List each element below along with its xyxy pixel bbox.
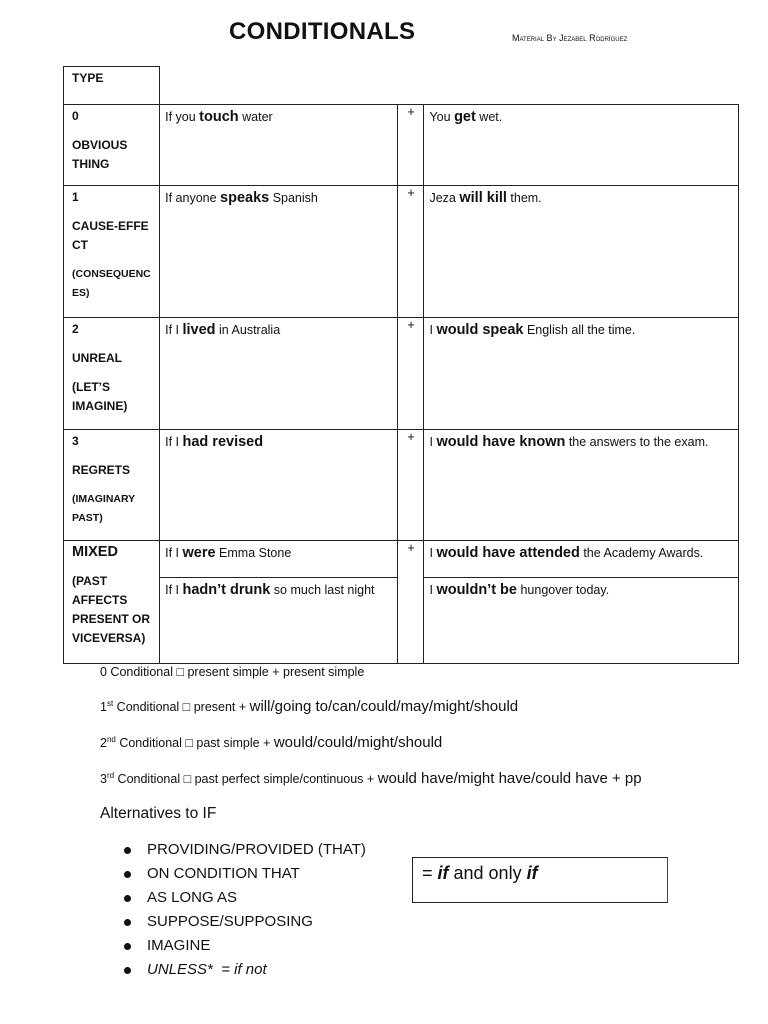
type-number: 0 bbox=[72, 109, 79, 123]
table-row bbox=[64, 430, 739, 541]
if-and-only-if-text: = if and only if bbox=[422, 863, 538, 883]
plus-sign: + bbox=[398, 318, 424, 430]
plus-sign: + bbox=[398, 541, 424, 664]
type-label: CAUSE-EFFECT bbox=[72, 219, 149, 252]
if-clause-cell: If I had revised bbox=[160, 430, 398, 541]
type-cell bbox=[64, 541, 160, 664]
result-clause-cell: I wouldn’t be hungover today. bbox=[424, 578, 739, 664]
type-sublabel: (LET’S IMAGINE) bbox=[72, 380, 128, 413]
table-row bbox=[64, 105, 739, 186]
bullet-icon bbox=[124, 847, 131, 854]
author-credit: Material By Jezabel Rodríguez bbox=[512, 33, 628, 43]
list-item: PROVIDING/PROVIDED (THAT) bbox=[124, 840, 366, 864]
list-item: SUPPOSE/SUPPOSING bbox=[124, 912, 366, 936]
type-label: OBVIOUS THING bbox=[72, 138, 128, 171]
result-clause-cell: Jeza will kill them. bbox=[424, 186, 739, 318]
table-row bbox=[64, 186, 739, 318]
list-item: UNLESS* = if not bbox=[124, 960, 366, 984]
type-label: UNREAL bbox=[72, 351, 122, 365]
result-clause-cell: I would have known the answers to the exam. bbox=[424, 430, 739, 541]
result-clause-cell: I would have attended the Academy Awards. bbox=[424, 541, 739, 578]
note-line: 0 Conditional □ present simple + present simple bbox=[100, 665, 365, 679]
bullet-icon bbox=[124, 943, 131, 950]
type-cell bbox=[64, 430, 160, 541]
bullet-icon bbox=[124, 967, 131, 974]
type-number: 1 bbox=[72, 190, 79, 204]
type-header-cell: TYPE bbox=[64, 67, 160, 105]
type-sublabel: (IMAGINARY PAST) bbox=[72, 493, 135, 524]
type-cell bbox=[64, 186, 160, 318]
table-row bbox=[64, 541, 739, 578]
if-clause-cell: If you touch water bbox=[160, 105, 398, 186]
plus-sign: + bbox=[398, 430, 424, 541]
result-clause-cell: I would speak English all the time. bbox=[424, 318, 739, 430]
type-number: MIXED bbox=[72, 544, 118, 560]
type-label: (PAST AFFECTS PRESENT OR VICEVERSA) bbox=[72, 574, 151, 645]
note-line: 2nd Conditional □ past simple + would/could/might/should bbox=[100, 734, 443, 751]
empty-header-cell bbox=[160, 67, 739, 105]
if-clause-cell: If I hadn’t drunk so much last night bbox=[160, 578, 398, 664]
note-line: 1st Conditional □ present + will/going to/can/could/may/might/should bbox=[100, 698, 519, 715]
type-number: 3 bbox=[72, 434, 79, 448]
bullet-icon bbox=[124, 895, 131, 902]
list-item: AS LONG AS bbox=[124, 888, 366, 912]
type-cell bbox=[64, 105, 160, 186]
if-clause-cell: If I were Emma Stone bbox=[160, 541, 398, 578]
if-and-only-if-box bbox=[412, 857, 668, 903]
type-sublabel: (CONSEQUENCES) bbox=[72, 268, 151, 299]
conditionals-table bbox=[63, 66, 739, 664]
table-row bbox=[64, 318, 739, 430]
alternatives-heading: Alternatives to IF bbox=[100, 805, 217, 822]
result-clause-cell: You get wet. bbox=[424, 105, 739, 186]
plus-sign: + bbox=[398, 186, 424, 318]
table-header-row bbox=[64, 67, 739, 105]
list-item: ON CONDITION THAT bbox=[124, 864, 366, 888]
note-line: 3rd Conditional □ past perfect simple/continuous + would have/might have/could have + pp bbox=[100, 770, 642, 787]
if-clause-cell: If I lived in Australia bbox=[160, 318, 398, 430]
alternatives-list bbox=[124, 840, 366, 984]
type-number: 2 bbox=[72, 322, 79, 336]
page-title: CONDITIONALS bbox=[229, 18, 416, 45]
bullet-icon bbox=[124, 871, 131, 878]
list-item: IMAGINE bbox=[124, 936, 366, 960]
type-label: REGRETS bbox=[72, 463, 131, 477]
plus-sign: + bbox=[398, 105, 424, 186]
if-clause-cell: If anyone speaks Spanish bbox=[160, 186, 398, 318]
type-cell bbox=[64, 318, 160, 430]
bullet-icon bbox=[124, 919, 131, 926]
